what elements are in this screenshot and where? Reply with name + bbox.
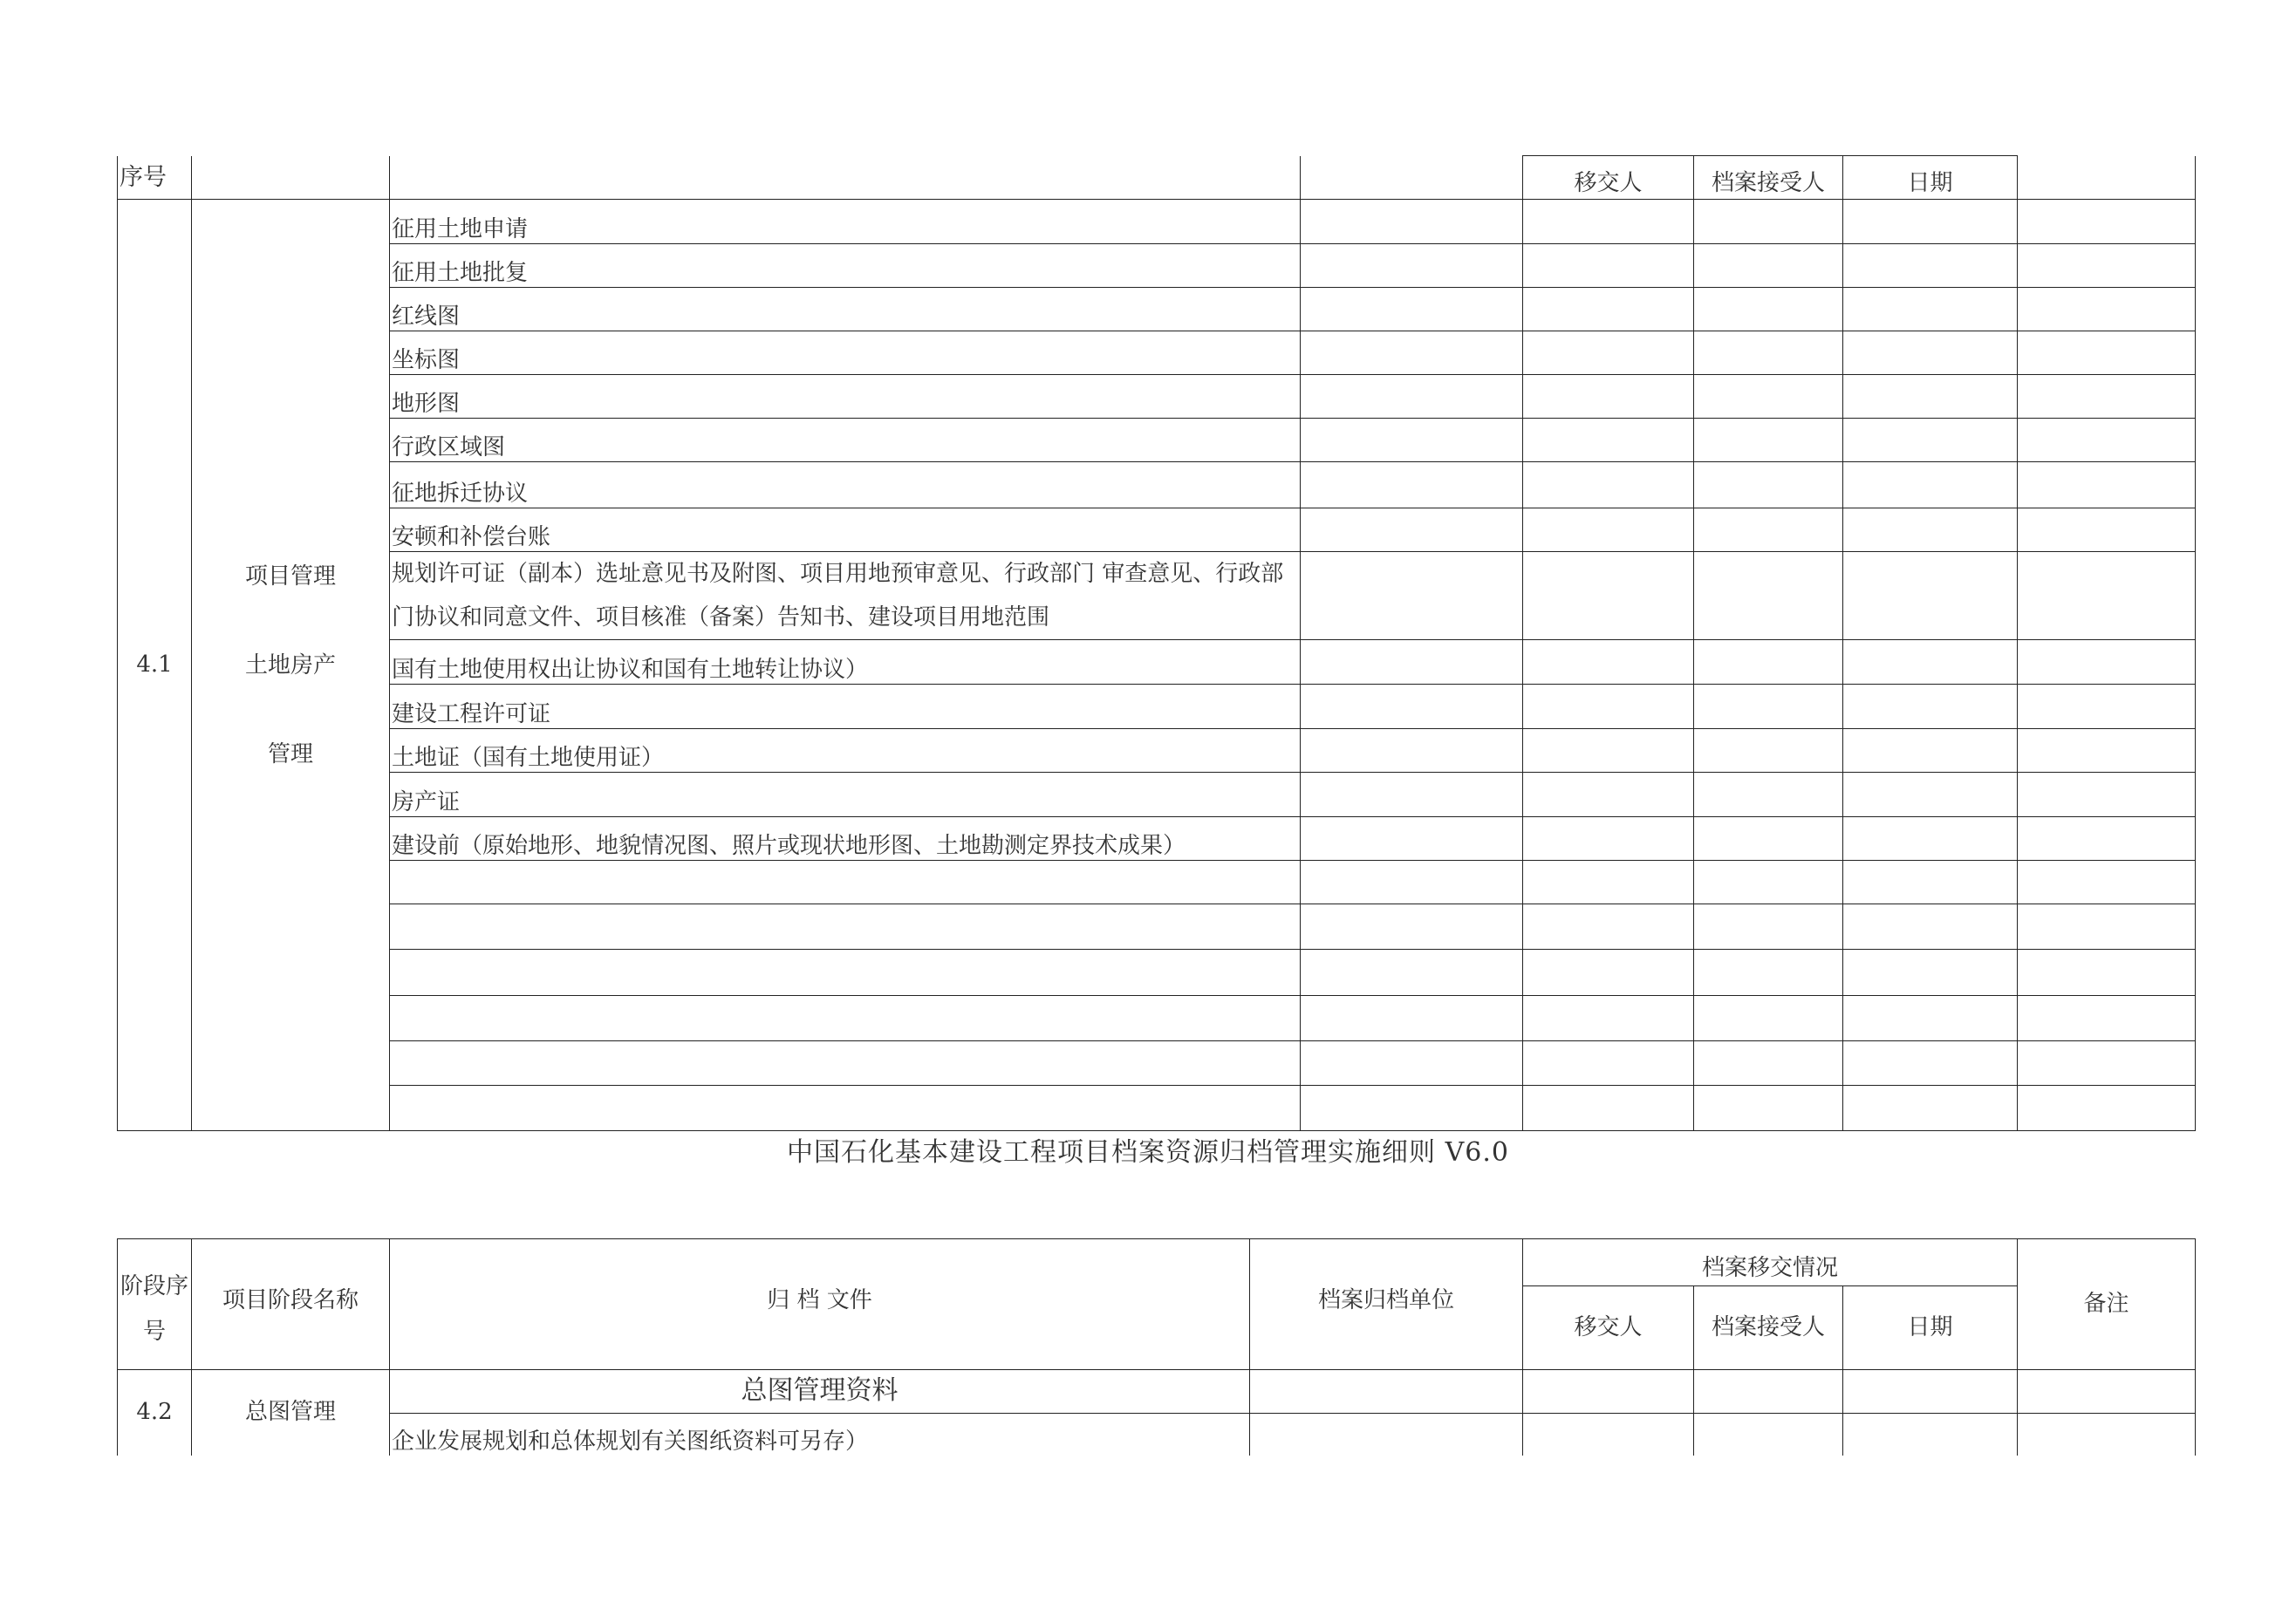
header-blank xyxy=(390,156,1301,200)
table-row xyxy=(118,1086,2196,1131)
header-receiver: 档案接受人 xyxy=(1694,1286,1843,1370)
file-item: 规划许可证（副本）选址意见书及附图、项目用地预审意见、行政部门 审查意见、行政部门协议和同意文件、项目核准（备案）告知书、建设项目用地范围 xyxy=(390,552,1301,640)
header-stage-number: 阶段序号 xyxy=(118,1239,192,1370)
table-row xyxy=(118,244,2196,288)
file-item: 地形图 xyxy=(390,375,1301,419)
file-item: 征地拆迁协议 xyxy=(390,462,1301,508)
file-item: 建设工程许可证 xyxy=(390,685,1301,729)
table-row xyxy=(118,375,2196,419)
file-item xyxy=(390,904,1301,950)
file-item: 行政区域图 xyxy=(390,419,1301,462)
file-item: 坐标图 xyxy=(390,331,1301,375)
file-item xyxy=(390,996,1301,1041)
header-archive-unit: 档案归档单位 xyxy=(1250,1239,1523,1370)
stage-number: 4.2 xyxy=(118,1370,192,1456)
table-row xyxy=(118,419,2196,462)
file-item: 企业发展规划和总体规划有关图纸资料可另存） xyxy=(390,1414,1250,1456)
header-seq: 序号 xyxy=(118,156,192,200)
table-row xyxy=(118,1041,2196,1086)
file-item xyxy=(390,1041,1301,1086)
file-item: 征用土地申请 xyxy=(390,200,1301,244)
archive-table-4-2 xyxy=(117,1238,2196,1456)
table-row xyxy=(118,200,2196,244)
header-transferor: 移交人 xyxy=(1523,1286,1694,1370)
file-item xyxy=(390,950,1301,996)
table-row xyxy=(118,773,2196,817)
stage-name xyxy=(192,200,390,1131)
header-remarks: 备注 xyxy=(2018,1239,2196,1370)
table-header-row xyxy=(118,1239,2196,1286)
table-row xyxy=(118,331,2196,375)
stage-name: 总图管理 xyxy=(192,1370,390,1456)
table-row xyxy=(118,817,2196,861)
document-caption: 中国石化基本建设工程项目档案资源归档管理实施细则 V6.0 xyxy=(787,1137,1509,1168)
table-row xyxy=(118,729,2196,773)
file-item: 红线图 xyxy=(390,288,1301,331)
file-item xyxy=(390,861,1301,904)
table-row xyxy=(118,996,2196,1041)
stage-name-line: 土地房产 xyxy=(244,651,336,679)
table-row xyxy=(118,462,2196,508)
header-blank xyxy=(1301,156,1523,200)
archive-table-4-1 xyxy=(117,155,2196,1131)
table-row xyxy=(118,1414,2196,1456)
table-row xyxy=(118,640,2196,685)
header-date: 日期 xyxy=(1843,1286,2018,1370)
table-row xyxy=(118,552,2196,640)
table-row xyxy=(118,904,2196,950)
header-transferor: 移交人 xyxy=(1523,156,1694,200)
file-item: 建设前（原始地形、地貌情况图、照片或现状地形图、土地勘测定界技术成果） xyxy=(390,817,1301,861)
header-files: 归 档 文件 xyxy=(390,1239,1250,1370)
table-header-row xyxy=(118,156,2196,200)
table-row xyxy=(118,288,2196,331)
table-row xyxy=(118,685,2196,729)
file-item: 征用土地批复 xyxy=(390,244,1301,288)
header-blank xyxy=(192,156,390,200)
header-stage-name: 项目阶段名称 xyxy=(192,1239,390,1370)
stage-name-line: 项目管理 xyxy=(244,563,336,590)
file-item: 土地证（国有土地使用证） xyxy=(390,729,1301,773)
header-date: 日期 xyxy=(1843,156,2018,200)
table-row xyxy=(118,950,2196,996)
file-item xyxy=(390,1086,1301,1131)
table-row xyxy=(118,1370,2196,1414)
stage-name-line: 管理 xyxy=(267,740,313,767)
header-receiver: 档案接受人 xyxy=(1694,156,1843,200)
stage-number: 4.1 xyxy=(118,200,192,1131)
file-item: 国有土地使用权出让协议和国有土地转让协议） xyxy=(390,640,1301,685)
header-transfer-status: 档案移交情况 xyxy=(1523,1239,2018,1286)
table-row xyxy=(118,508,2196,552)
header-blank xyxy=(2018,156,2196,200)
file-item: 总图管理资料 xyxy=(390,1370,1250,1414)
file-item: 房产证 xyxy=(390,773,1301,817)
file-item: 安顿和补偿台账 xyxy=(390,508,1301,552)
table-row xyxy=(118,861,2196,904)
